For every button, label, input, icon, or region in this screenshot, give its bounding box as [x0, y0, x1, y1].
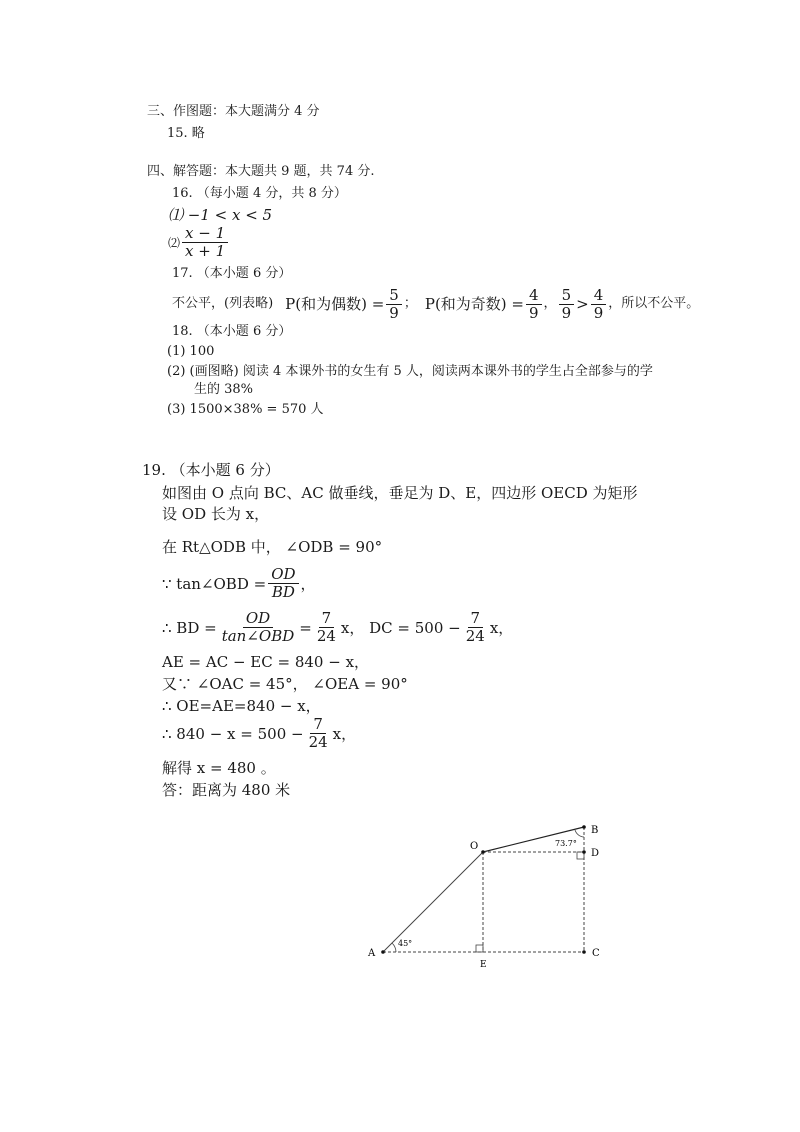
label-angle-a: 45° — [398, 939, 413, 948]
q19-line1: 如图由 O 点向 BC、AC 做垂线，垂足为 D、E，四边形 OECD 为矩形 — [162, 484, 638, 502]
q19-l9-den: 24 — [308, 733, 328, 751]
q19-l4-tail: ， — [300, 574, 316, 593]
q17-lead: 不公平，(列表略) — [172, 296, 274, 311]
label-c: C — [592, 948, 600, 959]
label-e: E — [480, 960, 487, 970]
label-o: O — [470, 841, 479, 852]
q18-title: 18. （本小题 6 分） — [172, 324, 292, 339]
q19-l4-den: BD — [271, 583, 295, 601]
q19-line8: ∴ OE=AE=840 − x， — [162, 697, 321, 715]
point-c — [582, 950, 586, 954]
q19-l9-frac — [306, 716, 331, 751]
q19-line7: 又∵ ∠OAC = 45°， ∠OEA = 90° — [162, 675, 408, 693]
q17-p-odd: P(和为奇数) = — [424, 295, 524, 313]
q17-mid: ， — [543, 296, 557, 311]
q17-f4-num: 4 — [591, 287, 607, 305]
label-a: A — [368, 948, 376, 959]
q19-line5 — [162, 610, 513, 645]
q18-part3: (3) 1500×38% = 570 人 — [167, 402, 324, 417]
q19-line11: 答：距离为 480 米 — [162, 781, 291, 799]
q19-l5-frac2 — [314, 610, 339, 645]
q19-l5-lead: ∴ BD = — [162, 618, 217, 637]
label-d: D — [591, 848, 600, 859]
q16-denominator: x + 1 — [185, 242, 226, 260]
q19-l5-num: OD — [243, 610, 273, 628]
q19-line9 — [162, 716, 356, 751]
q15-answer: 15. 略 — [167, 126, 205, 141]
angle-arc-a — [392, 943, 396, 952]
q19-l5-f3-num: 7 — [468, 610, 484, 628]
q19-l5-eq: = — [299, 618, 312, 637]
q17-frac-1 — [386, 287, 402, 322]
section4-heading: 四、解答题：本大题共 9 题，共 74 分. — [147, 164, 375, 179]
q17-f4-den: 9 — [593, 303, 604, 322]
q19-line3: 在 Rt△ODB 中， ∠ODB = 90° — [162, 538, 383, 556]
q17-title: 17. （本小题 6 分） — [172, 266, 292, 281]
q18-part2-line1: (2) (画图略) 阅读 4 本课外书的女生有 5 人，阅读两本课外书的学生占全部参与的学 — [167, 364, 653, 379]
q19-l5-f2-num: 7 — [319, 610, 335, 628]
label-b: B — [591, 825, 599, 836]
q19-l5-mid: x， DC = 500 − — [340, 618, 461, 637]
q19-line10: 解得 x = 480 。 — [162, 759, 276, 777]
q16-part2-label: ⑵ — [168, 235, 181, 250]
q16-fraction — [182, 225, 228, 260]
q19-l9-num: 7 — [310, 716, 326, 734]
q19-l4-num: OD — [268, 566, 298, 584]
q17-frac-2 — [526, 287, 542, 322]
point-d — [582, 850, 586, 854]
label-angle-b: 73.7° — [555, 839, 577, 848]
q17-sep: ； — [403, 296, 417, 311]
q19-line4 — [162, 566, 316, 601]
segment-oa — [383, 852, 483, 952]
q19-line6: AE = AC − EC = 840 − x， — [162, 653, 370, 671]
q17-frac-4 — [591, 287, 607, 322]
q16-title: 16. （每小题 4 分，共 8 分） — [172, 186, 347, 201]
point-a — [381, 950, 385, 954]
q19-l5-f3-den: 24 — [465, 627, 485, 645]
section3-heading: 三、作图题：本大题满分 4 分 — [147, 104, 320, 119]
q17-frac-3 — [559, 287, 575, 322]
right-angle-e — [476, 945, 483, 952]
q16-part1: ⑴ −1 < x < 5 — [168, 206, 273, 224]
q18-part2-line2: 生的 38% — [194, 382, 254, 397]
angle-arc-b — [575, 830, 584, 837]
q17-f2-num: 4 — [526, 287, 542, 305]
q17-f2-den: 9 — [529, 303, 539, 322]
geometry-figure — [360, 815, 620, 975]
q19-l5-frac3 — [463, 610, 488, 645]
q19-l9-tail: x， — [332, 724, 357, 743]
q17-tail: ，所以不公平。 — [608, 296, 700, 311]
q19-l5-tail: x， — [489, 618, 514, 637]
point-o — [481, 850, 485, 854]
q19-l5-den: tan∠OBD — [221, 627, 295, 645]
q16-part2 — [168, 225, 230, 260]
q19-l4-lead: ∵ tan∠OBD = — [162, 574, 267, 593]
q16-numerator: x − 1 — [182, 225, 228, 243]
q19-title: 19. （本小题 6 分） — [142, 461, 280, 479]
q19-l5-f2-den: 24 — [316, 627, 336, 645]
q17-answer — [172, 286, 699, 322]
q17-f3-num: 5 — [559, 287, 575, 305]
q17-f1-den: 9 — [389, 303, 399, 322]
q17-p-even: P(和为偶数) = — [285, 295, 385, 313]
q19-l4-frac — [268, 566, 298, 601]
q17-f1-num: 5 — [386, 287, 402, 305]
q19-line2: 设 OD 长为 x， — [162, 505, 270, 523]
q18-part1: (1) 100 — [167, 344, 215, 359]
q17-gt: > — [576, 295, 589, 313]
q17-f3-den: 9 — [561, 303, 572, 322]
point-b — [582, 825, 586, 829]
q19-l5-frac1 — [219, 610, 298, 645]
q19-l9-lead: ∴ 840 − x = 500 − — [162, 724, 304, 743]
